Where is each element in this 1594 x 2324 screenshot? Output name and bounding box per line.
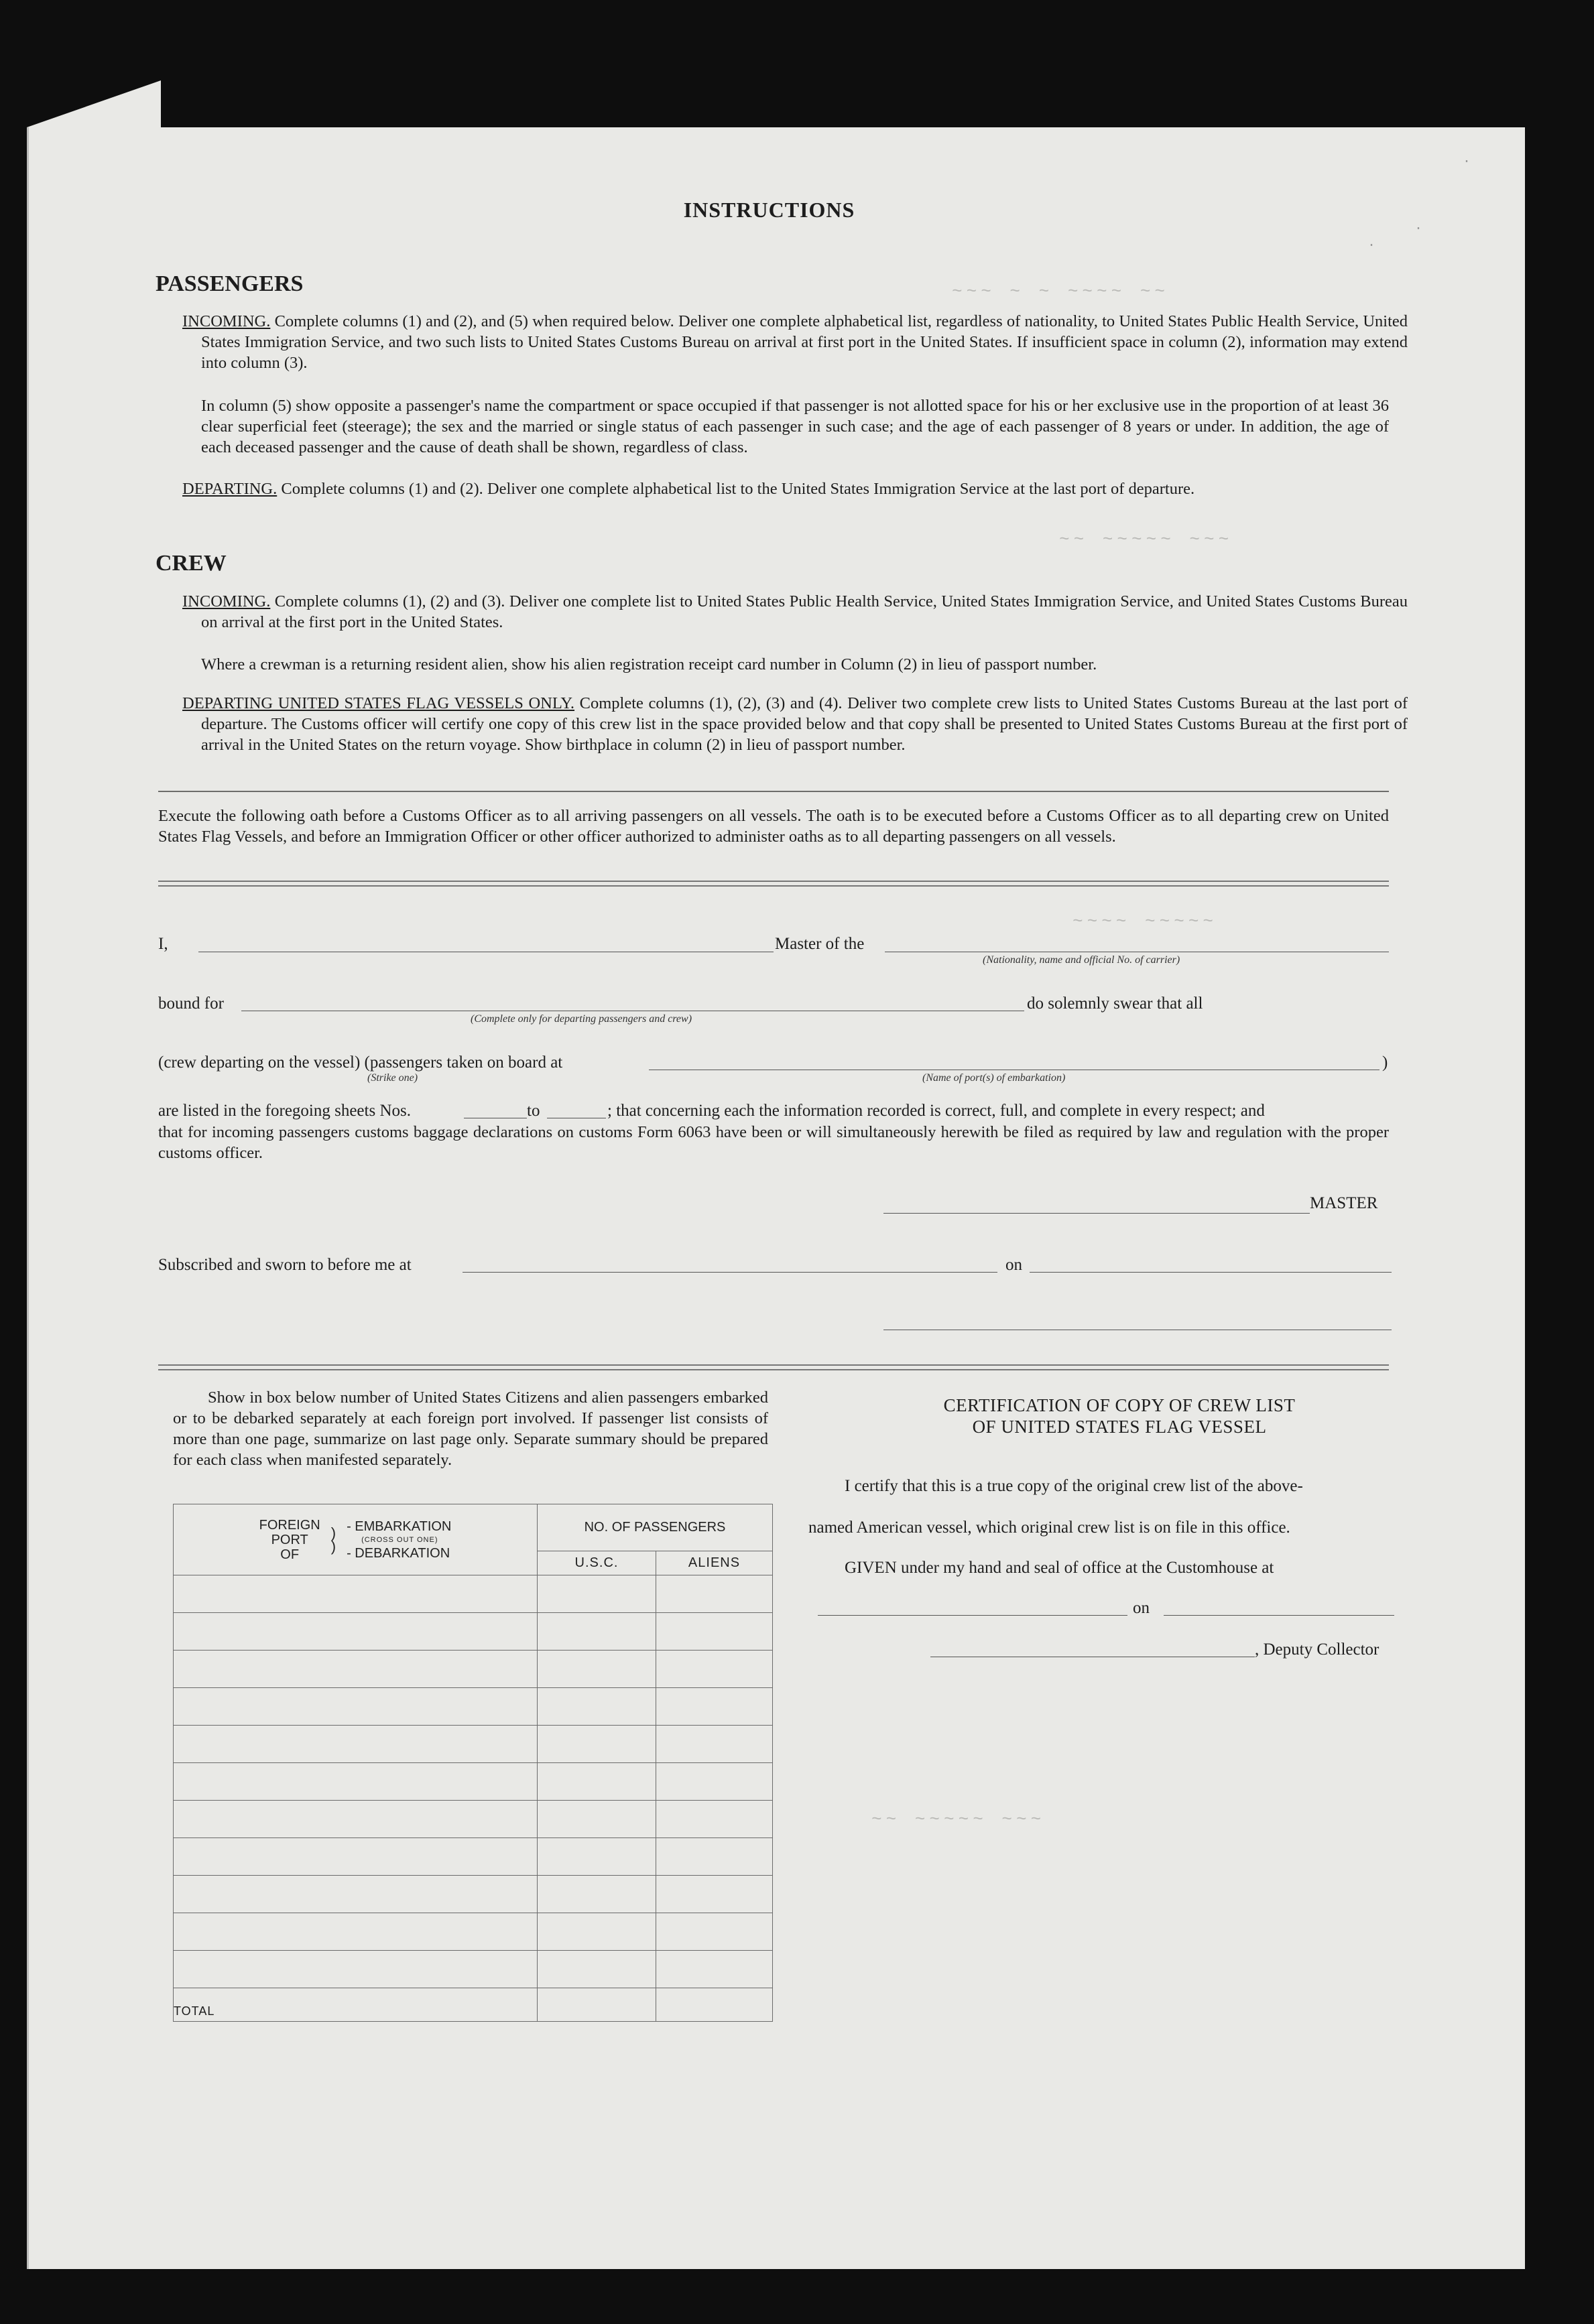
- table-row: [174, 1801, 773, 1838]
- passenger-summary-table: [173, 1504, 773, 2022]
- deputy-collector-label: , Deputy Collector: [1255, 1640, 1380, 1659]
- crew-heading: CREW: [156, 551, 227, 576]
- foreign-label: FOREIGN: [259, 1517, 320, 1533]
- usc-cell[interactable]: [538, 1688, 656, 1726]
- listed-text: that for incoming passengers customs baggage declarations on customs Form 6063 have been or will simultaneously herewith be filed as required by law and regulation with the proper customs officer.: [158, 1123, 1389, 1162]
- master-signature-line[interactable]: [883, 1213, 1310, 1214]
- port-cell[interactable]: [174, 1651, 538, 1688]
- port-label: PORT: [271, 1532, 308, 1547]
- crew-incoming-text: Complete columns (1), (2) and (3). Deliver one complete list to United States Public Health Service, United States Immigration Service, and United States Customs Bureau on arrival at the first port in the United States.: [201, 592, 1408, 631]
- table-row: [174, 1613, 773, 1651]
- port-cell[interactable]: [174, 1688, 538, 1726]
- listed-suffix: ; that concerning each the information recorded is correct, full, and complete in every respect; and: [607, 1102, 1265, 1120]
- crew-departing-text: Complete columns (1), (2), (3) and (4). Deliver two complete crew lists to United States Customs Bureau at the last port of departure. The Customs officer will certify one copy of this crew list in the space provided below and that copy shall be presented to United States Customs Bureau at the first port of arrival in the United States on the return voyage. Show birthplace in column (2) in lieu of passport number.: [201, 694, 1408, 754]
- total-usc-cell[interactable]: [538, 1988, 656, 2022]
- table-row: [174, 1575, 773, 1613]
- bleed-through-marks: ~~ ~~~~~ ~~~: [871, 1809, 1046, 1829]
- passengers-heading: PASSENGERS: [156, 271, 304, 296]
- usc-header: U.S.C.: [538, 1551, 656, 1575]
- aliens-cell[interactable]: [656, 1763, 773, 1801]
- subscribed-on: on: [1005, 1256, 1022, 1274]
- aliens-cell[interactable]: [656, 1651, 773, 1688]
- bound-for-label: bound for: [158, 994, 224, 1013]
- port-cell[interactable]: [174, 1613, 538, 1651]
- port-cell[interactable]: [174, 1726, 538, 1763]
- certification-title-line1: CERTIFICATION OF COPY OF CREW LIST: [943, 1395, 1296, 1415]
- aliens-cell[interactable]: [656, 1726, 773, 1763]
- port-cell[interactable]: [174, 1838, 538, 1876]
- table-row: [174, 1951, 773, 1988]
- passengers-incoming-paragraph: [182, 311, 1408, 373]
- crew-incoming-label: INCOMING.: [182, 592, 271, 610]
- master-of-label: Master of the: [775, 935, 865, 953]
- listed-to: to: [527, 1102, 540, 1120]
- crew-incoming-paragraph: [182, 591, 1408, 633]
- embarkation-label: - EMBARKATION: [347, 1519, 452, 1534]
- section-divider: [158, 791, 1389, 792]
- passengers-incoming-text: Complete columns (1) and (2), and (5) when required below. Deliver one complete alphabetical list, regardless of nationality, to United States Public Health Service, United States Immigration Service, and two such lists to United States Customs Bureau on arrival at first port in the United States. If insufficient space in column (2), information may extend into column (3).: [201, 312, 1408, 372]
- debarkation-label: - DEBARKATION: [347, 1545, 450, 1561]
- port-cell[interactable]: [174, 1876, 538, 1913]
- page-corner-fold: [27, 80, 161, 127]
- crew-departing-text: (crew departing on the vessel) (passengers taken on board at: [158, 1053, 563, 1072]
- table-row: [174, 1913, 773, 1951]
- close-paren: ): [1382, 1053, 1388, 1072]
- strike-note: (Strike one): [367, 1072, 418, 1084]
- usc-cell[interactable]: [538, 1801, 656, 1838]
- port-header: [174, 1504, 538, 1575]
- crew-departing-label: DEPARTING UNITED STATES FLAG VESSELS ONLY.: [182, 694, 575, 712]
- carrier-note: (Nationality, name and official No. of carrier): [983, 954, 1180, 966]
- complete-note: (Complete only for departing passengers and crew): [471, 1013, 692, 1025]
- usc-cell[interactable]: [538, 1913, 656, 1951]
- passengers-departing-text: Complete columns (1) and (2). Deliver one complete alphabetical list to the United States Immigration Service at the last port of departure.: [281, 480, 1195, 498]
- bleed-through-marks: ~~~ ~ ~ ~~~~ ~~: [952, 281, 1170, 302]
- aliens-header: ALIENS: [656, 1551, 773, 1575]
- aliens-cell[interactable]: [656, 1575, 773, 1613]
- aliens-cell[interactable]: [656, 1801, 773, 1838]
- total-aliens-cell[interactable]: [656, 1988, 773, 2022]
- double-rule: [158, 881, 1389, 887]
- port-cell[interactable]: [174, 1801, 538, 1838]
- certification-on: on: [1133, 1599, 1150, 1617]
- aliens-cell[interactable]: [656, 1613, 773, 1651]
- certification-date-line[interactable]: [1164, 1615, 1394, 1616]
- subscribed-date-line[interactable]: [1030, 1272, 1392, 1273]
- aliens-cell[interactable]: [656, 1913, 773, 1951]
- ports-note: (Name of port(s) of embarkation): [922, 1072, 1066, 1084]
- usc-cell[interactable]: [538, 1726, 656, 1763]
- bleed-through-marks: ~~~~ ~~~~~: [1072, 911, 1218, 931]
- listed-prefix: are listed in the foregoing sheets Nos.: [158, 1102, 411, 1120]
- summary-instruction: Show in box below number of United States Citizens and alien passengers embarked or to be debarked separately at each foreign port involved. If passenger list consists of more than one page, summarize on last page only. Separate summary should be prepared for each class when manifested separately.: [173, 1389, 768, 1469]
- crew-departing-paragraph: [182, 693, 1408, 755]
- port-cell[interactable]: [174, 1763, 538, 1801]
- certification-title-line2: OF UNITED STATES FLAG VESSEL: [972, 1417, 1267, 1437]
- brace-marks: ) ): [330, 1524, 336, 1555]
- aliens-cell[interactable]: [656, 1876, 773, 1913]
- oath-i-label: I,: [158, 935, 168, 953]
- table-row: [174, 1726, 773, 1763]
- swear-text: do solemnly swear that all: [1027, 994, 1203, 1013]
- stray-mark: ·: [1367, 238, 1376, 253]
- stray-mark: ·: [1414, 221, 1423, 237]
- table-row: [174, 1838, 773, 1876]
- passengers-incoming-label: INCOMING.: [182, 312, 271, 330]
- aliens-cell[interactable]: [656, 1951, 773, 1988]
- port-cell[interactable]: [174, 1951, 538, 1988]
- usc-cell[interactable]: [538, 1763, 656, 1801]
- certification-text-1: I certify that this is a true copy of the original crew list of the above-: [845, 1477, 1303, 1495]
- oath-instruction: Execute the following oath before a Customs Officer as to all arriving passengers on all vessels. The oath is to be executed before a Customs Officer as to all departing crew on United States Flag Vessels, and before an Immigration Officer or other officer authorized to administer oaths as to all departing passengers on all vessels.: [158, 807, 1389, 846]
- usc-cell[interactable]: [538, 1613, 656, 1651]
- port-cell[interactable]: [174, 1913, 538, 1951]
- cross-out-note: (CROSS OUT ONE): [361, 1535, 438, 1544]
- aliens-cell[interactable]: [656, 1838, 773, 1876]
- of-label: OF: [280, 1547, 300, 1562]
- table-row: [174, 1651, 773, 1688]
- double-rule: [158, 1364, 1389, 1370]
- stray-mark: ·: [1463, 154, 1471, 170]
- page-title: INSTRUCTIONS: [683, 198, 855, 222]
- passengers-departing-paragraph: [182, 478, 1408, 499]
- customhouse-place-line[interactable]: [818, 1615, 1127, 1616]
- usc-cell[interactable]: [538, 1838, 656, 1876]
- table-header-row: [174, 1504, 773, 1551]
- subscribed-label: Subscribed and sworn to before me at: [158, 1256, 412, 1274]
- bleed-through-marks: ~~ ~~~~~ ~~~: [1059, 529, 1233, 550]
- passengers-departing-label: DEPARTING.: [182, 480, 278, 498]
- total-label: TOTAL: [174, 1988, 538, 2022]
- usc-cell[interactable]: [538, 1951, 656, 1988]
- table-row: [174, 1876, 773, 1913]
- total-row: [174, 1988, 773, 2022]
- subscribed-place-line[interactable]: [463, 1272, 997, 1273]
- port-cell[interactable]: [174, 1575, 538, 1613]
- usc-cell[interactable]: [538, 1876, 656, 1913]
- usc-cell[interactable]: [538, 1575, 656, 1613]
- no-passengers-header: NO. OF PASSENGERS: [538, 1504, 773, 1551]
- master-label: MASTER: [1310, 1194, 1378, 1212]
- crew-resident-alien-paragraph: Where a crewman is a returning resident alien, show his alien registration receipt card number in Column (2) in lieu of passport number.: [201, 655, 1097, 673]
- certification-text-3: GIVEN under my hand and seal of office at the Customhouse at: [845, 1559, 1274, 1577]
- usc-cell[interactable]: [538, 1651, 656, 1688]
- aliens-cell[interactable]: [656, 1688, 773, 1726]
- passengers-column5-paragraph: In column (5) show opposite a passenger's name the compartment or space occupied if that passenger is not allotted space for his or her exclusive use in the proportion of at least 36 clear superficial feet (steerage); the sex and the married or single status of each passenger in such case; and the age of each passenger of 8 years or under. In addition, the age of each deceased passenger and the cause of death shall be shown, regardless of class.: [201, 397, 1389, 456]
- table-row: [174, 1688, 773, 1726]
- table-row: [174, 1763, 773, 1801]
- certification-text-2: named American vessel, which original crew list is on file in this office.: [808, 1519, 1290, 1537]
